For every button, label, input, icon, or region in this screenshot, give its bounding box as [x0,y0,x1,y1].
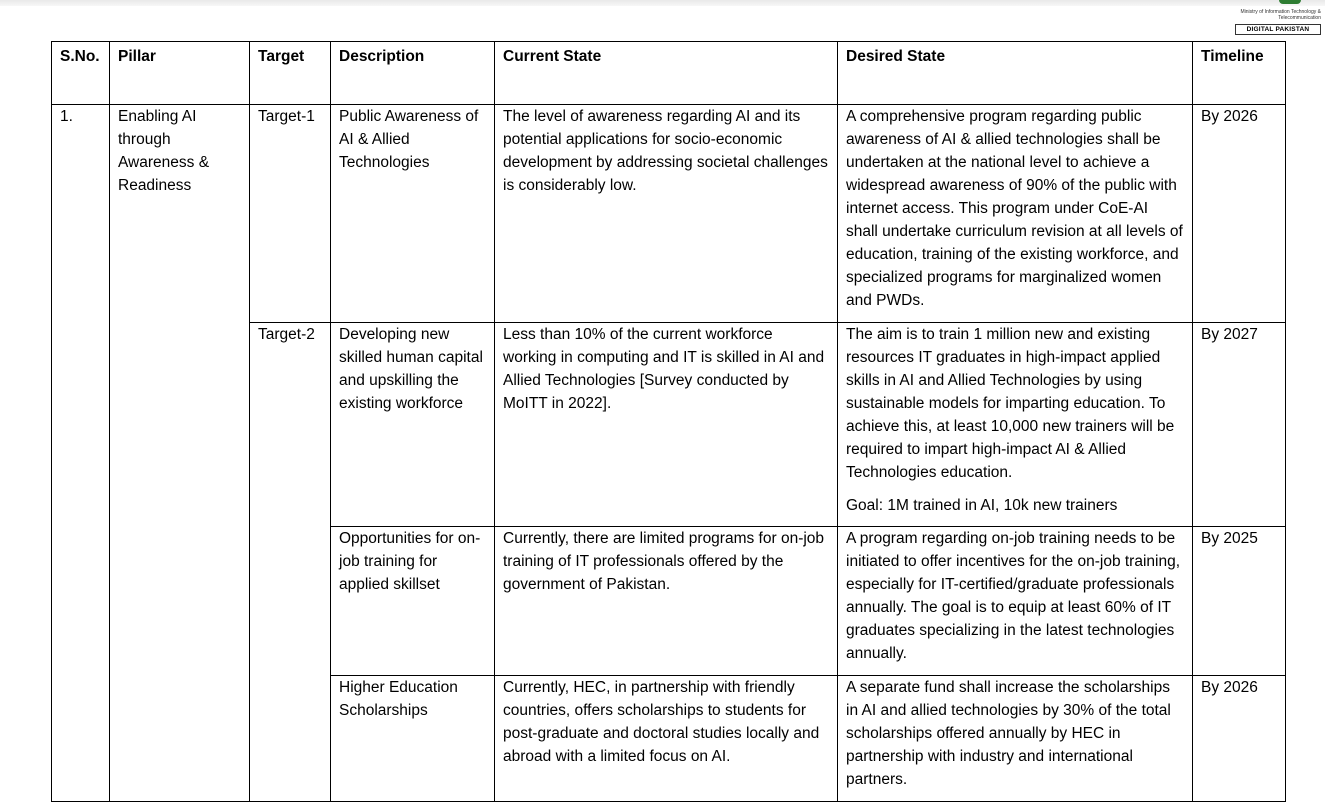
timeline-cell: By 2025 [1193,527,1286,676]
desired-state-cell: A program regarding on-job training needs to be initiated to offer incentives for the on-job training, especially for IT-certified/graduate professionals annually. The goal is to equip at least 60% of IT graduates specializing in the latest technologies annually. [838,527,1193,676]
current-state-cell: Less than 10% of the current workforce working in computing and IT is skilled in AI and Allied Technologies [Survey conducted by MoITT in 2022]. [495,323,838,527]
description-cell: Developing new skilled human capital and upskilling the existing workforce [331,323,495,527]
page-top-edge [0,0,1325,6]
header-pillar: Pillar [110,42,250,105]
timeline-cell: By 2026 [1193,676,1286,802]
target-label: Target-2 [250,323,331,802]
desired-state-goal: Goal: 1M trained in AI, 10k new trainers [846,497,1118,514]
header-desired-state: Desired State [838,42,1193,105]
brand-label: DIGITAL PAKISTAN [1235,24,1321,35]
timeline-cell: By 2026 [1193,105,1286,323]
serial-number: 1. [52,105,110,802]
description-cell: Opportunities for on-job training for applied skillset [331,527,495,676]
pillar-name: Enabling AI through Awareness & Readiness [110,105,250,802]
header-description: Description [331,42,495,105]
target-label: Target-1 [250,105,331,323]
ai-targets-table [51,41,1286,802]
header-sno: S.No. [52,42,110,105]
timeline-cell: By 2027 [1193,323,1286,527]
description-cell: Public Awareness of AI & Allied Technologies [331,105,495,323]
header-target: Target [250,42,331,105]
desired-state-cell: A comprehensive program regarding public awareness of AI & allied technologies shall be undertaken at the national level to achieve a widespread awareness of 90% of the public with internet access. This program under CoE-AI shall undertake curriculum revision at all levels of education, training of the existing workforce, and specialized programs for marginalized women and PWDs. [838,105,1193,323]
header-timeline: Timeline [1193,42,1286,105]
current-state-cell: Currently, HEC, in partnership with friendly countries, offers scholarships to students for post-graduate and doctoral studies locally and abroad with a limited focus on AI. [495,676,838,802]
table-row [52,105,1286,323]
description-cell: Higher Education Scholarships [331,676,495,802]
ministry-name: Ministry of Information Technology & Telecommunication [1240,9,1321,21]
desired-state-cell: A separate fund shall increase the scholarships in AI and allied technologies by 30% of the total scholarships offered annually by HEC in partnership with industry and international partners. [838,676,1193,802]
header-row [52,42,1286,105]
header-current-state: Current State [495,42,838,105]
logo-emblem-icon [1279,0,1301,4]
digital-pakistan-logo [1233,0,1323,36]
desired-state-text: The aim is to train 1 million new and existing resources IT graduates in high-impact applied skills in AI and Allied Technologies by using sustainable models for imparting education. To achieve this, at least 10,000 new trainers will be required to impart high-impact AI & Allied Technologies education. [846,326,1175,481]
current-state-cell: The level of awareness regarding AI and its potential applications for socio-economic development by addressing societal challenges is considerably low. [495,105,838,323]
desired-state-cell [838,323,1193,527]
current-state-cell: Currently, there are limited programs for on-job training of IT professionals offered by the government of Pakistan. [495,527,838,676]
